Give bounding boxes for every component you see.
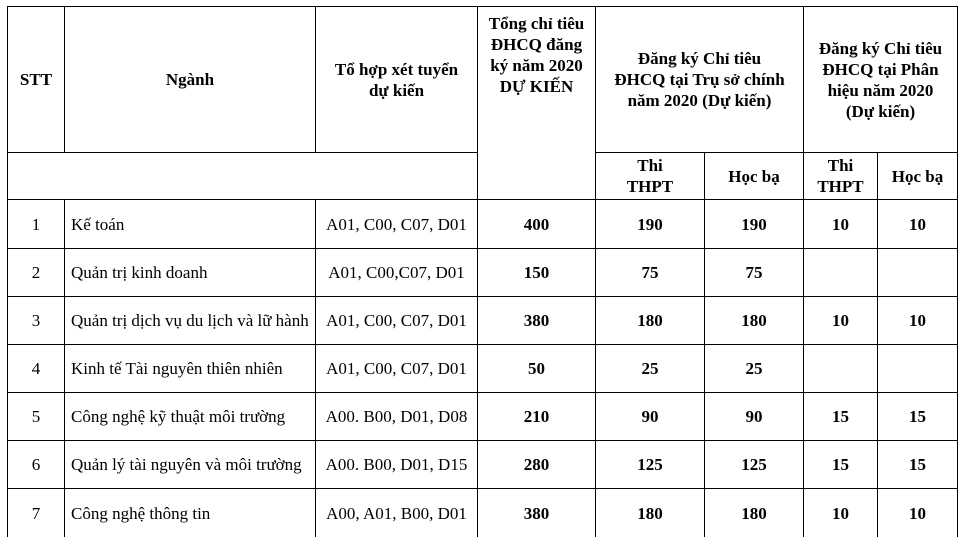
cell-ts-thi: 180 — [596, 297, 705, 345]
header-nganh: Ngành — [65, 7, 316, 153]
header-phan-hieu: Đăng ký Chỉ tiêu ĐHCQ tại Phân hiệu năm 2020 (Dự kiến) — [804, 7, 958, 153]
table-row — [8, 441, 958, 489]
header-ph-hoc-ba: Học bạ — [878, 153, 958, 200]
cell-stt: 4 — [8, 345, 65, 393]
table-row — [8, 489, 958, 538]
cell-stt: 5 — [8, 393, 65, 441]
cell-ts-thi: 75 — [596, 249, 705, 297]
cell-tong: 210 — [478, 393, 596, 441]
cell-tong: 380 — [478, 489, 596, 538]
header-stt: STT — [8, 7, 65, 153]
cell-tong: 150 — [478, 249, 596, 297]
cell-ts-hocba: 75 — [705, 249, 804, 297]
cell-ts-thi: 25 — [596, 345, 705, 393]
cell-ph-hocba — [878, 345, 958, 393]
header-row-1 — [8, 7, 958, 153]
cell-tong: 50 — [478, 345, 596, 393]
cell-stt: 1 — [8, 200, 65, 249]
cell-ts-hocba: 25 — [705, 345, 804, 393]
cell-ph-thi — [804, 249, 878, 297]
table-row — [8, 393, 958, 441]
cell-to-hop: A01, C00,C07, D01 — [316, 249, 478, 297]
header-tong-chi-tieu: Tổng chỉ tiêu ĐHCQ đăng ký năm 2020 DỰ KIẾN — [478, 7, 596, 200]
cell-ph-thi: 10 — [804, 297, 878, 345]
cell-ph-hocba: 10 — [878, 489, 958, 538]
cell-ph-thi — [804, 345, 878, 393]
cell-ph-thi: 10 — [804, 489, 878, 538]
cell-ph-hocba: 15 — [878, 441, 958, 489]
cell-ts-hocba: 125 — [705, 441, 804, 489]
header-ts-thi-thpt: Thi THPT — [596, 153, 705, 200]
cell-stt: 2 — [8, 249, 65, 297]
header-ph-thi-thpt: Thi THPT — [804, 153, 878, 200]
cell-to-hop: A01, C00, C07, D01 — [316, 200, 478, 249]
cell-ts-hocba: 90 — [705, 393, 804, 441]
cell-ts-hocba: 180 — [705, 297, 804, 345]
cell-nganh: Quản trị kinh doanh — [65, 249, 316, 297]
cell-ts-thi: 125 — [596, 441, 705, 489]
cell-ts-hocba: 190 — [705, 200, 804, 249]
cell-to-hop: A00, A01, B00, D01 — [316, 489, 478, 538]
cell-ts-hocba: 180 — [705, 489, 804, 538]
cell-nganh: Công nghệ kỹ thuật môi trường — [65, 393, 316, 441]
cell-ph-hocba — [878, 249, 958, 297]
cell-nganh: Kinh tế Tài nguyên thiên nhiên — [65, 345, 316, 393]
cell-nganh: Quản trị dịch vụ du lịch và lữ hành — [65, 297, 316, 345]
header-blank — [8, 153, 478, 200]
cell-to-hop: A00. B00, D01, D08 — [316, 393, 478, 441]
cell-tong: 280 — [478, 441, 596, 489]
cell-nganh: Kế toán — [65, 200, 316, 249]
table-row — [8, 249, 958, 297]
cell-ph-hocba: 15 — [878, 393, 958, 441]
cell-stt: 6 — [8, 441, 65, 489]
cell-tong: 400 — [478, 200, 596, 249]
header-tru-so: Đăng ký Chỉ tiêu ĐHCQ tại Trụ sở chính năm 2020 (Dự kiến) — [596, 7, 804, 153]
cell-nganh: Công nghệ thông tin — [65, 489, 316, 538]
header-ts-hoc-ba: Học bạ — [705, 153, 804, 200]
header-to-hop: Tổ hợp xét tuyển dự kiến — [316, 7, 478, 153]
cell-ts-thi: 190 — [596, 200, 705, 249]
cell-to-hop: A01, C00, C07, D01 — [316, 297, 478, 345]
table-row — [8, 200, 958, 249]
cell-nganh: Quản lý tài nguyên và môi trường — [65, 441, 316, 489]
cell-ph-thi: 15 — [804, 393, 878, 441]
cell-to-hop: A01, C00, C07, D01 — [316, 345, 478, 393]
cell-ph-thi: 10 — [804, 200, 878, 249]
cell-ph-thi: 15 — [804, 441, 878, 489]
cell-stt: 3 — [8, 297, 65, 345]
cell-ph-hocba: 10 — [878, 200, 958, 249]
cell-tong: 380 — [478, 297, 596, 345]
cell-to-hop: A00. B00, D01, D15 — [316, 441, 478, 489]
cell-ph-hocba: 10 — [878, 297, 958, 345]
cell-ts-thi: 180 — [596, 489, 705, 538]
cell-stt: 7 — [8, 489, 65, 538]
table-row — [8, 297, 958, 345]
cell-ts-thi: 90 — [596, 393, 705, 441]
admission-quota-table — [7, 6, 958, 537]
table-row — [8, 345, 958, 393]
